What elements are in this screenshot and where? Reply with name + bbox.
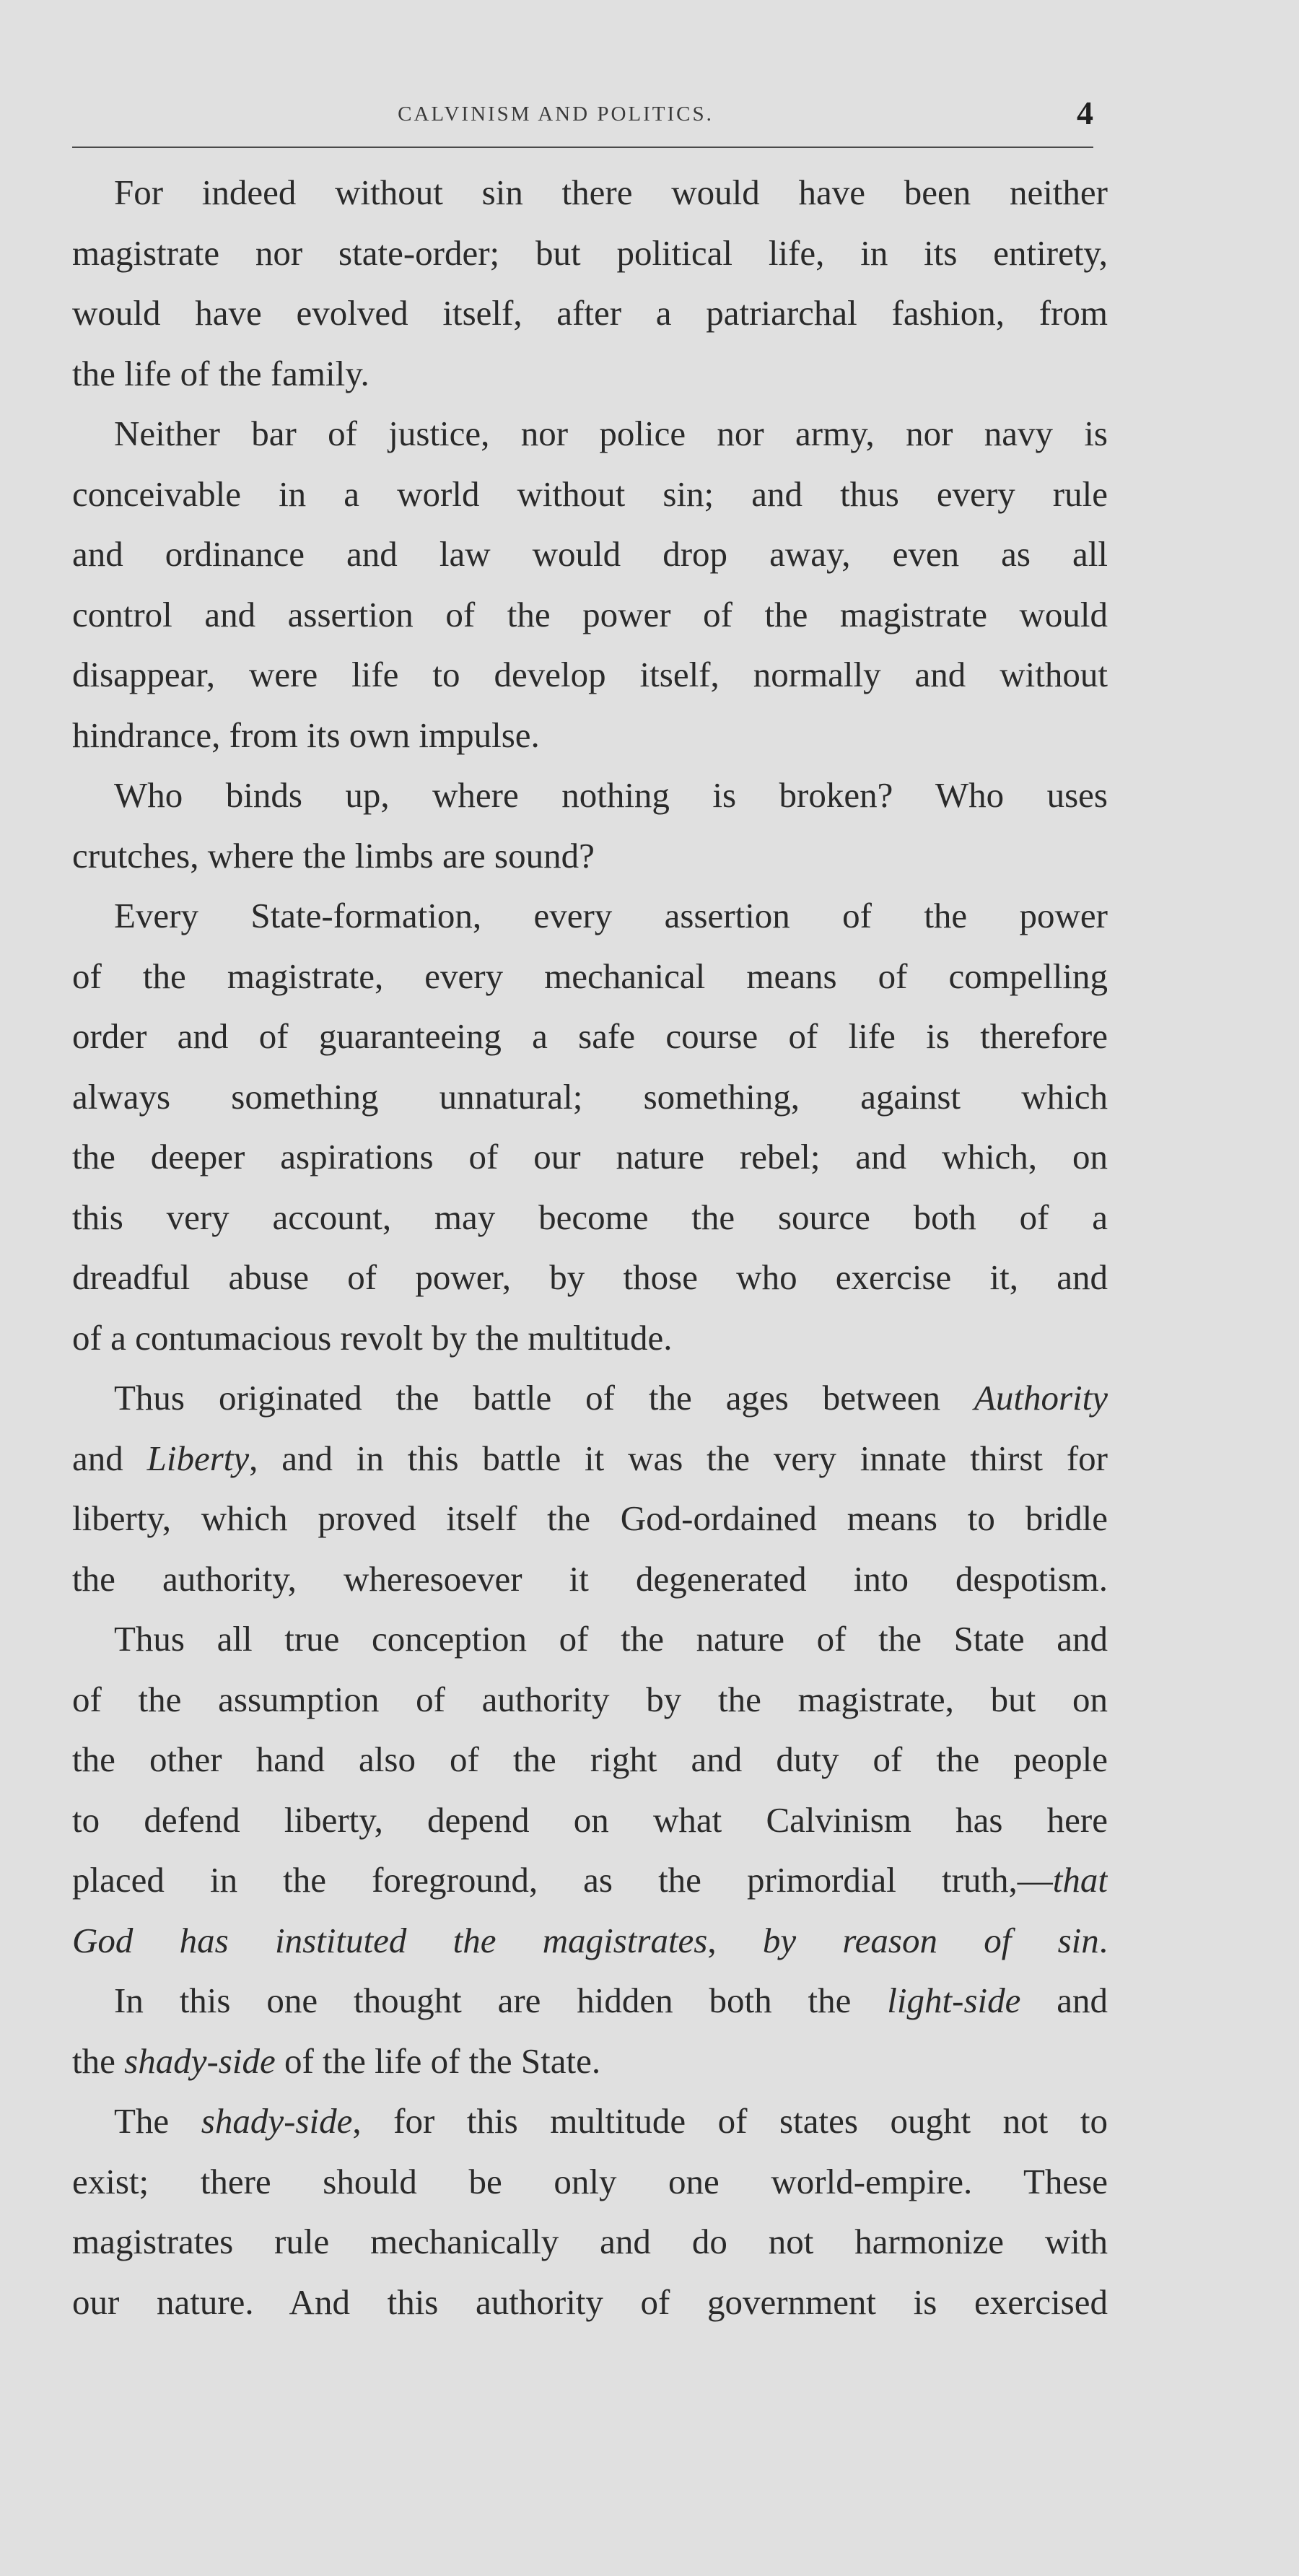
text-run: Thus originated the battle of the ages between (114, 1378, 974, 1418)
text-line (72, 1368, 1108, 1428)
text-run: , (707, 1920, 763, 1960)
italic-phrase: Authority (974, 1378, 1108, 1418)
text-run: In this one thought are hidden both the (114, 1981, 888, 2020)
text-line (72, 1970, 1108, 2031)
italic-phrase: shady-side (124, 2040, 276, 2081)
running-head: CALVINISM AND POLITICS. (398, 102, 714, 126)
italic-phrase: by reason of sin (762, 1920, 1099, 1960)
text-line: the deeper aspirations of our nature rebel; and which, on (72, 1137, 1108, 1176)
text-line: order and of guaranteeing a safe course of life is therefore (72, 1016, 1108, 1056)
text-run: The (114, 2101, 201, 2141)
text-run: , and in this battle it was the very innate thirst for (249, 1438, 1108, 1478)
text-line: Neither bar of justice, nor police nor army, nor navy is (114, 414, 1108, 453)
text-line (72, 2031, 1108, 2092)
text-run: placed in the foreground, as the primordial truth,— (72, 1860, 1053, 1900)
page-number: 4 (1077, 95, 1093, 131)
text-line: conceivable in a world without sin; and thus every rule (72, 473, 1108, 514)
italic-phrase: God has instituted the magistrates (72, 1920, 708, 1960)
text-line (72, 1850, 1108, 1911)
italic-phrase: light-side (887, 1981, 1021, 2020)
text-line: would have evolved itself, after a patriarchal fashion, from (72, 293, 1108, 333)
page-header (72, 94, 1093, 137)
text-line: magistrate nor state-order; but political life, in its entirety, (72, 232, 1108, 273)
text-line: liberty, which proved itself the God-ordained means to bridle (72, 1498, 1108, 1538)
text-run: , for this multitude of states ought not to (352, 2101, 1108, 2141)
text-run: and (72, 1438, 147, 1478)
body-text (72, 162, 1108, 2332)
italic-phrase: shady-side (201, 2101, 353, 2141)
text-line: of the magistrate, every mechanical means of compelling (72, 956, 1108, 996)
text-line: crutches, where the limbs are sound? (72, 835, 595, 876)
text-line: and ordinance and law would drop away, even as all (72, 534, 1108, 574)
text-run: and (1020, 1981, 1108, 2020)
text-line: For indeed without sin there would have been neither (114, 173, 1108, 212)
text-line: always something unnatural; something, against which (72, 1076, 1108, 1117)
text-line: of the assumption of authority by the magistrate, but on (72, 1679, 1108, 1719)
text-line: of a contumacious revolt by the multitude. (72, 1317, 673, 1358)
header-rule (72, 147, 1093, 148)
text-line: the life of the family. (72, 353, 369, 393)
italic-phrase: that (1052, 1860, 1108, 1900)
text-run: of the life of the State. (275, 2040, 601, 2081)
italic-phrase: Liberty (146, 1438, 250, 1478)
text-line: our nature. And this authority of government is exercised (72, 2282, 1108, 2322)
text-line: exist; there should be only one world-empire. These (72, 2161, 1108, 2201)
text-line: hindrance, from its own impulse. (72, 715, 540, 755)
text-line (72, 2091, 1108, 2152)
text-line: the other hand also of the right and duty of the people (72, 1739, 1108, 1779)
text-line: disappear, were life to develop itself, normally and without (72, 655, 1108, 694)
text-line (72, 1428, 1108, 1489)
text-line: this very account, may become the source both of a (72, 1197, 1108, 1237)
text-line (72, 1911, 1108, 1971)
text-line: control and assertion of the power of the magistrate would (72, 594, 1108, 634)
text-line: to defend liberty, depend on what Calvinism has here (72, 1799, 1108, 1840)
text-line: Every State-formation, every assertion of the power (114, 896, 1108, 935)
text-run: . (1098, 1920, 1108, 1960)
text-line: the authority, wheresoever it degenerated into despotism. (72, 1558, 1108, 1599)
text-line: Who binds up, where nothing is broken? Who uses (114, 775, 1108, 815)
text-line: dreadful abuse of power, by those who exercise it, and (72, 1257, 1108, 1297)
text-line: magistrates rule mechanically and do not harmonize with (72, 2222, 1108, 2261)
text-run: the (72, 2040, 125, 2081)
text-line: Thus all true conception of the nature of the State and (114, 1619, 1108, 1659)
